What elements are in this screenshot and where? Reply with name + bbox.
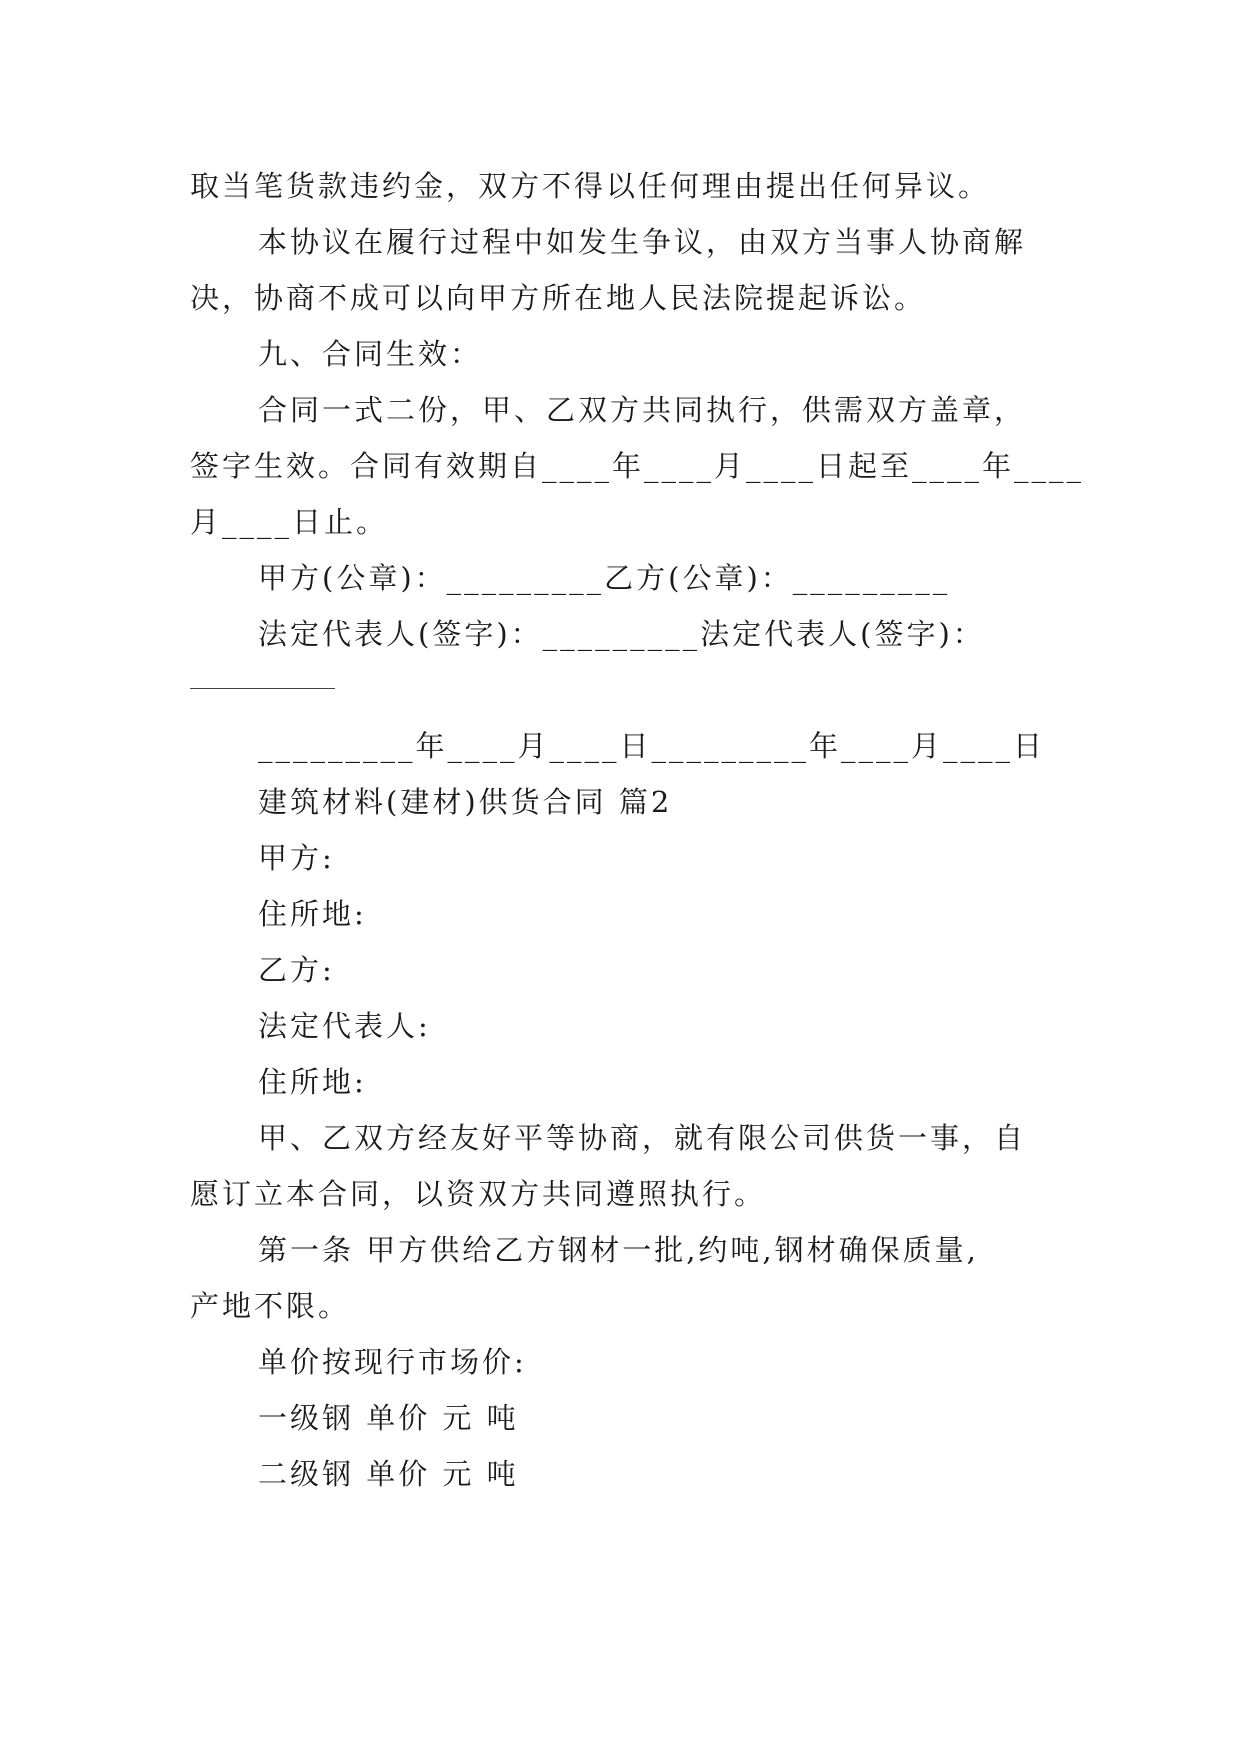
signature-line: 法定代表人(签字)：_________法定代表人(签字)： — [258, 617, 985, 651]
paragraph-line: 产地不限。 — [190, 1289, 351, 1323]
paragraph-line: 签字生效。合同有效期自____年____月____日起至____年____ — [190, 449, 1085, 483]
signature-line: 甲方(公章)：_________乙方(公章)：_________ — [258, 561, 951, 595]
paragraph-line: 愿订立本合同，以资双方共同遵照执行。 — [190, 1177, 767, 1211]
document-title: 建筑材料(建材)供货合同 篇2 — [258, 785, 673, 819]
paragraph-line: 第一条 甲方供给乙方钢材一批,约吨,钢材确保质量, — [258, 1233, 979, 1267]
price-line: 二级钢 单价 元 吨 — [258, 1457, 519, 1491]
paragraph-line: 甲、乙双方经友好平等协商，就有限公司供货一事，自 — [258, 1121, 1027, 1155]
paragraph-line: 合同一式二份，甲、乙双方共同执行，供需双方盖章， — [258, 393, 1027, 427]
paragraph-line: 单价按现行市场价: — [258, 1345, 527, 1379]
date-line: _________年____月____日_________年____月____日 — [258, 729, 1046, 763]
price-line: 一级钢 单价 元 吨 — [258, 1401, 519, 1435]
paragraph-line: 月____日止。 — [190, 505, 389, 539]
address-label: 住所地: — [258, 897, 367, 931]
paragraph-line: 本协议在履行过程中如发生争议，由双方当事人协商解 — [258, 225, 1027, 259]
paragraph-line: 取当笔货款违约金，双方不得以任何理由提出任何异议。 — [190, 169, 991, 203]
party-a-label: 甲方: — [258, 841, 335, 875]
blank-field-line — [190, 688, 335, 689]
legal-rep-label: 法定代表人: — [258, 1009, 431, 1043]
paragraph-line: 决，协商不成可以向甲方所在地人民法院提起诉讼。 — [190, 281, 927, 315]
party-b-label: 乙方: — [258, 953, 335, 987]
address-label: 住所地: — [258, 1065, 367, 1099]
section-heading: 九、合同生效： — [258, 337, 483, 371]
